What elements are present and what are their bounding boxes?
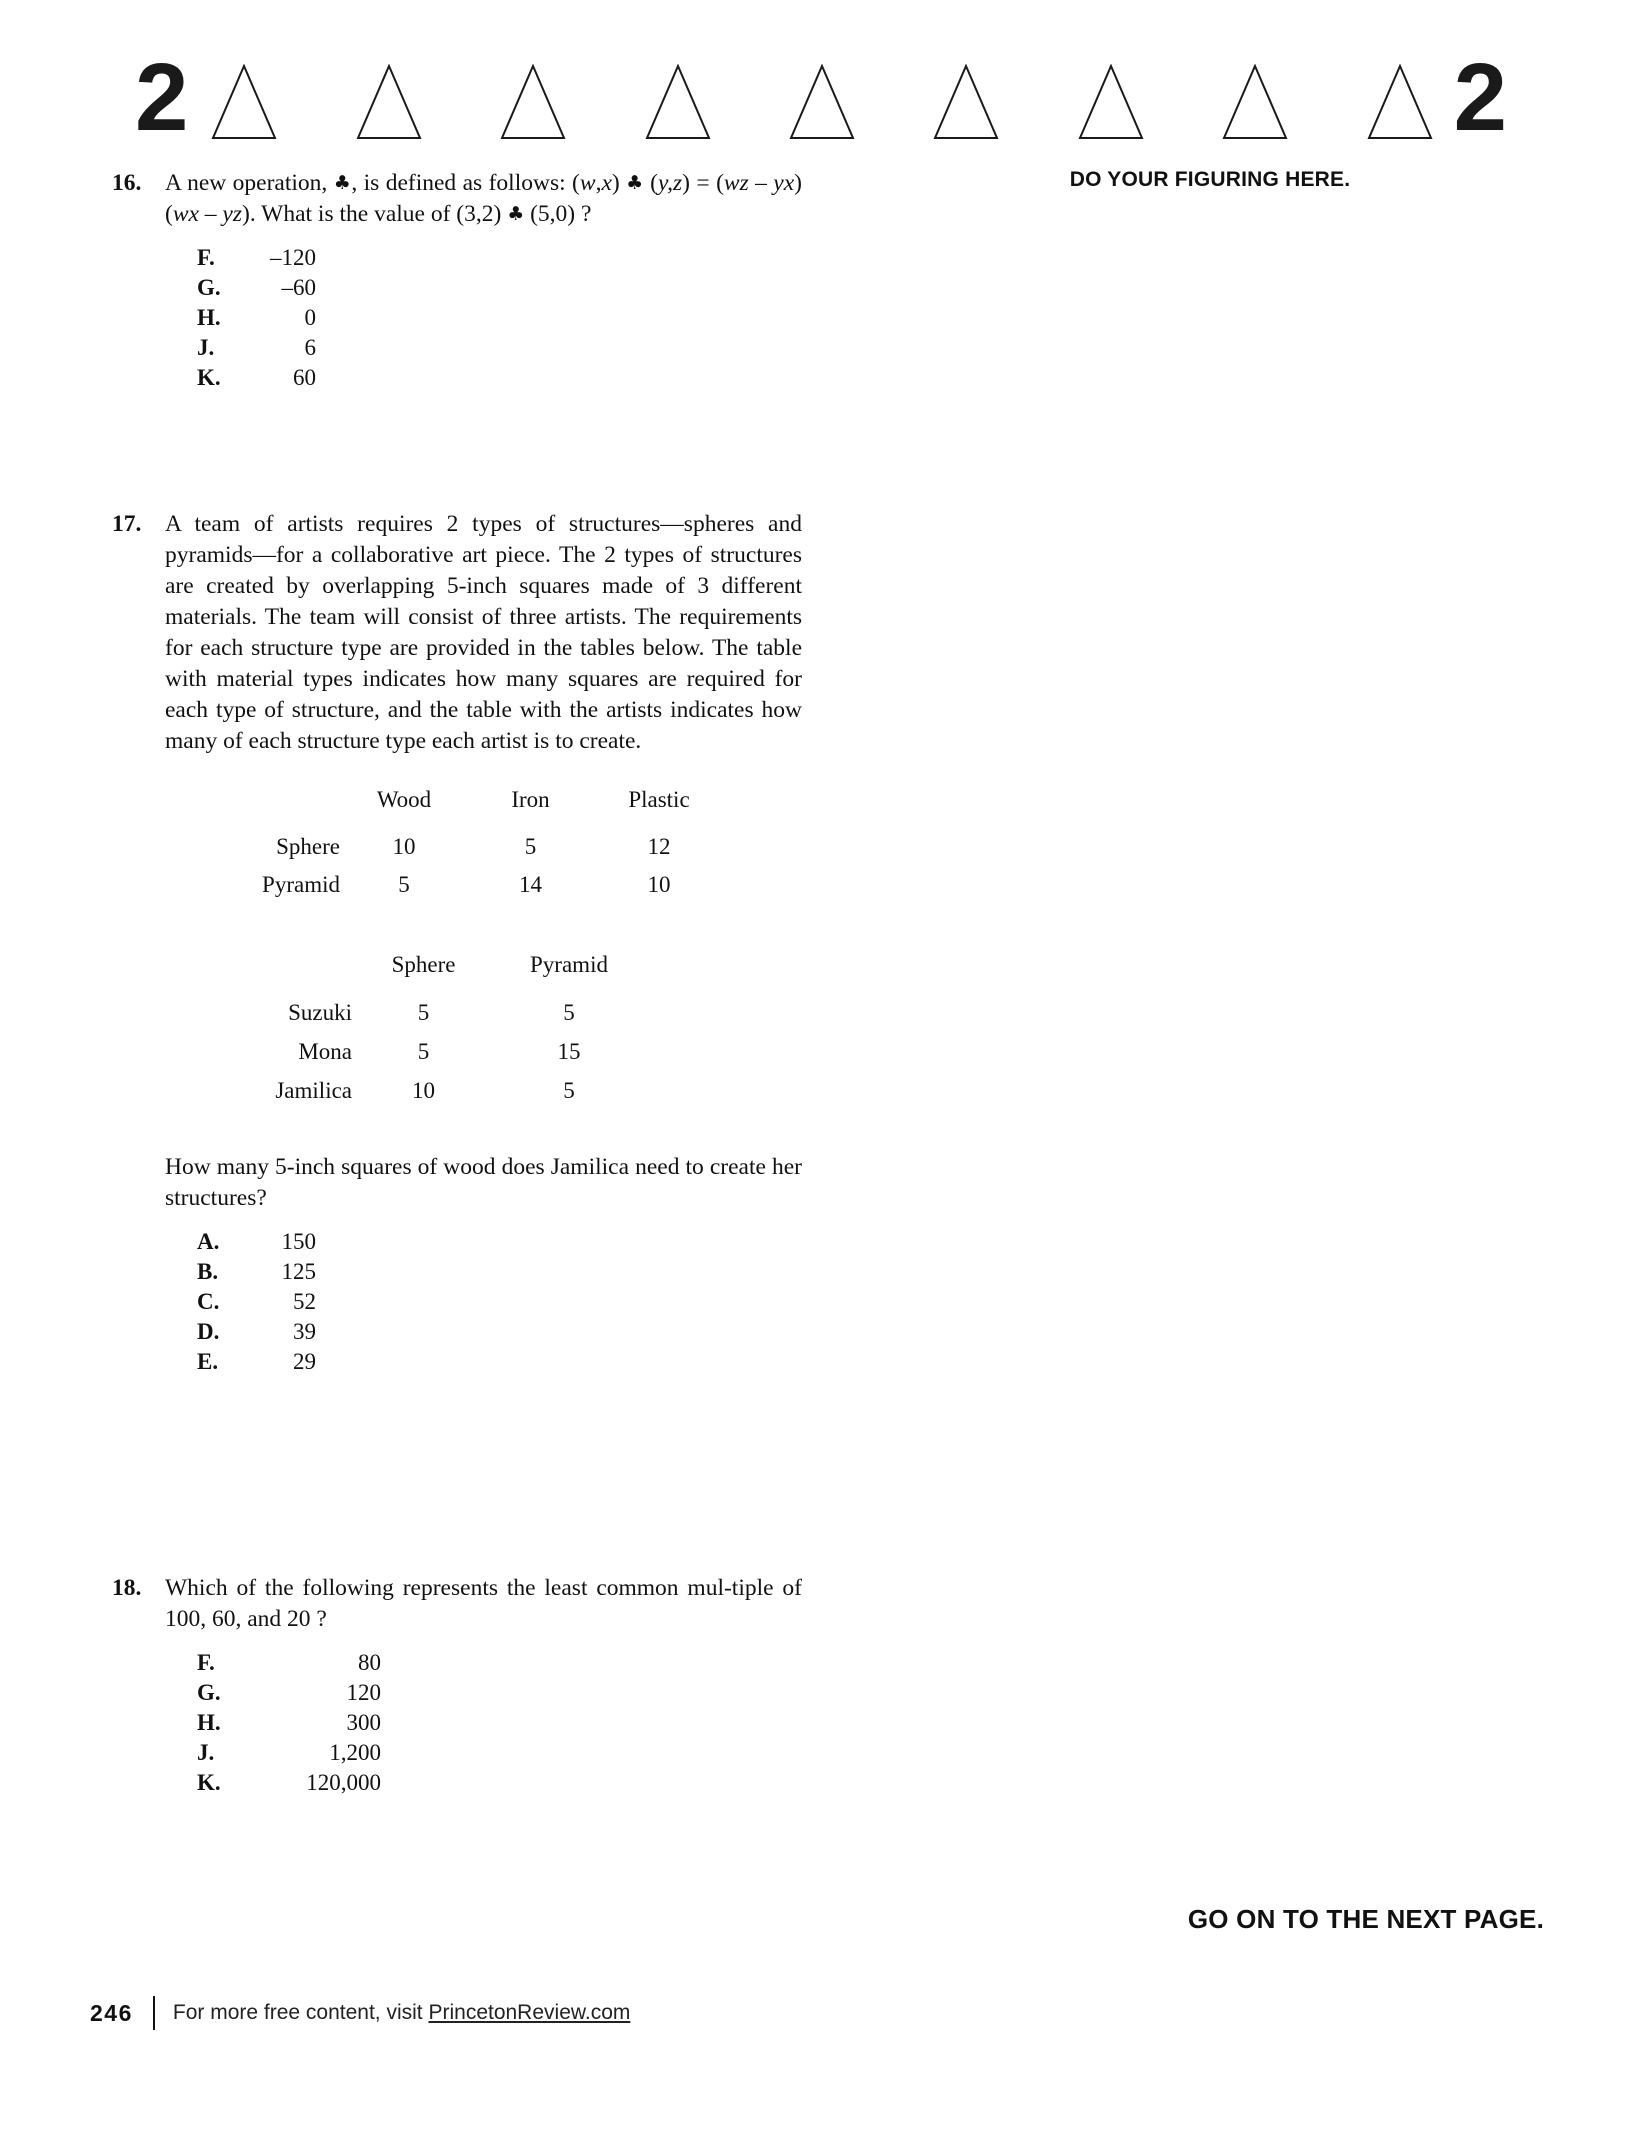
choice-letter: B. bbox=[197, 1259, 219, 1284]
question-16-number: 16. bbox=[112, 170, 142, 196]
q16-t2: , is defined as follows: ( bbox=[351, 170, 580, 196]
choice-value: 80 bbox=[358, 1650, 381, 1675]
figuring-heading: DO YOUR FIGURING HERE. bbox=[1069, 168, 1351, 191]
question-18-text: Which of the following represents the least common mul-tiple of 100, 60, and 20 ? bbox=[165, 1575, 802, 1632]
answer-choice[interactable] bbox=[197, 1347, 802, 1377]
choice-value: 39 bbox=[293, 1319, 316, 1344]
table-cell: 5 bbox=[417, 1000, 430, 1025]
table-cell: 10 bbox=[392, 834, 416, 859]
choice-value: –120 bbox=[270, 245, 316, 270]
choice-letter: G. bbox=[197, 1680, 221, 1705]
answer-choices-18 bbox=[165, 1648, 802, 1798]
artists-table bbox=[222, 950, 643, 1106]
choice-value: 52 bbox=[293, 1289, 316, 1314]
q16-t3: ) bbox=[611, 170, 627, 196]
q16-expr2: wx – yz bbox=[172, 201, 243, 227]
choice-letter: H. bbox=[197, 305, 221, 330]
answer-choice[interactable] bbox=[197, 1768, 802, 1798]
table-column-header: Pyramid bbox=[530, 952, 608, 977]
q16-var-z: z bbox=[672, 170, 683, 196]
choice-letter: J. bbox=[197, 335, 215, 360]
choice-letter: F. bbox=[197, 245, 215, 270]
club-suit-icon-3: ♣ bbox=[507, 203, 525, 225]
answer-choice[interactable] bbox=[197, 333, 802, 363]
table-row-header: Pyramid bbox=[262, 872, 340, 897]
triangle-icon bbox=[1221, 64, 1289, 140]
triangle-divider-row bbox=[186, 64, 1453, 142]
answer-choice[interactable] bbox=[197, 1257, 802, 1287]
table-cell: 5 bbox=[417, 1039, 430, 1064]
choice-value: 150 bbox=[281, 1229, 316, 1254]
answer-choice[interactable] bbox=[197, 1738, 802, 1768]
q16-var-w: w bbox=[579, 170, 596, 196]
section-number-left: 2 bbox=[135, 43, 187, 151]
q16-expr1: wz – yx bbox=[723, 170, 795, 196]
q16-t7: ). What is the value of (3,2) bbox=[242, 201, 508, 227]
question-17-number: 17. bbox=[112, 511, 142, 537]
table-row-header: Sphere bbox=[276, 834, 340, 859]
answer-choice[interactable] bbox=[197, 1227, 802, 1257]
page-footer bbox=[90, 1996, 630, 2030]
answer-choice[interactable] bbox=[197, 273, 802, 303]
triangle-icon bbox=[499, 64, 567, 140]
table-row-header: Suzuki bbox=[288, 1000, 352, 1025]
go-on-notice: GO ON TO THE NEXT PAGE. bbox=[1187, 1904, 1544, 1934]
table-row bbox=[190, 862, 725, 900]
table-column-header: Sphere bbox=[391, 952, 456, 977]
q16-t8: (5,0) ? bbox=[524, 201, 592, 227]
table-cell: 5 bbox=[563, 1078, 575, 1103]
answer-choice[interactable] bbox=[197, 1708, 802, 1738]
choice-letter: G. bbox=[197, 275, 221, 300]
table-cell: 15 bbox=[557, 1039, 581, 1064]
page-number: 246 bbox=[90, 1999, 133, 2026]
answer-choices-17 bbox=[165, 1227, 802, 1377]
choice-value: 300 bbox=[346, 1710, 381, 1735]
club-suit-icon-2: ♣ bbox=[626, 172, 644, 194]
table-column-header: Iron bbox=[511, 787, 550, 812]
footer-divider bbox=[153, 1996, 155, 2030]
section-number-right: 2 bbox=[1453, 43, 1505, 151]
figuring-column bbox=[880, 168, 1540, 192]
answer-choice[interactable] bbox=[197, 1287, 802, 1317]
question-column bbox=[112, 168, 802, 1798]
choice-letter: H. bbox=[197, 1710, 221, 1735]
choice-letter: J. bbox=[197, 1740, 215, 1765]
q16-t5: ) = ( bbox=[682, 170, 724, 196]
choice-letter: F. bbox=[197, 1650, 215, 1675]
choice-value: 0 bbox=[304, 305, 316, 330]
triangle-icon bbox=[210, 64, 278, 140]
table-cell: 5 bbox=[398, 872, 410, 897]
q16-t4: ( bbox=[643, 170, 658, 196]
answer-choice[interactable] bbox=[197, 243, 802, 273]
table-cell: 5 bbox=[524, 834, 537, 859]
triangle-icon bbox=[355, 64, 423, 140]
table-row-header: Mona bbox=[298, 1039, 352, 1064]
triangle-icon bbox=[788, 64, 856, 140]
answer-choice[interactable] bbox=[197, 1317, 802, 1347]
choice-value: 120 bbox=[346, 1680, 381, 1705]
choice-value: –60 bbox=[281, 275, 316, 300]
table-column-header: Plastic bbox=[628, 787, 690, 812]
question-18-number: 18. bbox=[112, 1575, 142, 1601]
princeton-review-link[interactable]: PrincetonReview.com bbox=[428, 2001, 631, 2024]
table-corner-cell bbox=[222, 950, 352, 989]
choice-value: 6 bbox=[304, 335, 316, 360]
choice-letter: K. bbox=[197, 1770, 221, 1795]
triangle-icon bbox=[644, 64, 712, 140]
footer-promo-text: For more free content, visit bbox=[172, 2001, 429, 2024]
answer-choice[interactable] bbox=[197, 363, 802, 393]
question-16 bbox=[112, 168, 802, 393]
table-row bbox=[222, 1067, 643, 1106]
question-17-text: A team of artists requires 2 types of structures—spheres and pyramids—for a collaborative art piece. The 2 types of structures are created by overlapping 5-inch squares made of 3 different materials. The team will consist of three artists. The requirements for each structure type are provided in the tables below. The table with material types indicates how many squares are required for each type of structure, and the table with the artists indicates how many of each structure type each artist is to create. bbox=[165, 511, 802, 754]
table-cell: 12 bbox=[647, 834, 671, 859]
q16-var-y: y, bbox=[657, 170, 673, 196]
choice-value: 1,200 bbox=[329, 1740, 381, 1765]
triangle-icon bbox=[932, 64, 1000, 140]
question-16-text: A new operation, ♣, is defined as follows: (w,x) ♣ (y,z) = (wz – yx)(wx – yz). What is the value of (3,2) ♣ (5,0) ? bbox=[165, 170, 802, 227]
choice-value: 120,000 bbox=[306, 1770, 381, 1795]
table-row bbox=[222, 1028, 643, 1067]
table-cell: 10 bbox=[647, 872, 671, 897]
table-cell: 10 bbox=[412, 1078, 435, 1103]
question-17-choices-wrap bbox=[112, 1227, 802, 1377]
answer-choices-16 bbox=[165, 243, 802, 393]
club-suit-icon: ♣ bbox=[333, 172, 352, 194]
materials-table bbox=[190, 785, 725, 900]
table-cell: 14 bbox=[519, 872, 542, 897]
q16-var-x: x bbox=[601, 170, 612, 196]
table-row-header: Jamilica bbox=[275, 1078, 352, 1103]
table-row bbox=[222, 989, 643, 1028]
choice-letter: K. bbox=[197, 365, 221, 390]
answer-choice[interactable] bbox=[197, 1648, 802, 1678]
table-corner-cell bbox=[190, 785, 340, 824]
choice-letter: D. bbox=[197, 1319, 220, 1344]
choice-letter: C. bbox=[197, 1289, 220, 1314]
choice-value: 60 bbox=[293, 365, 316, 390]
choice-letter: E. bbox=[197, 1349, 219, 1374]
q16-t6: )( bbox=[165, 170, 802, 227]
footer-promo bbox=[173, 2001, 631, 2025]
choice-value: 125 bbox=[281, 1259, 316, 1284]
triangle-icon bbox=[1077, 64, 1145, 140]
question-17 bbox=[112, 509, 802, 757]
triangle-icon bbox=[1366, 64, 1434, 140]
answer-choice[interactable] bbox=[197, 303, 802, 333]
choice-value: 29 bbox=[293, 1349, 316, 1374]
question-17-followup: How many 5-inch squares of wood does Jamilica need to create her structures? bbox=[165, 1154, 802, 1211]
section-header bbox=[135, 32, 1505, 151]
choice-letter: A. bbox=[197, 1229, 220, 1254]
table-column-header: Wood bbox=[376, 787, 432, 812]
table-row bbox=[190, 824, 725, 862]
table-cell: 5 bbox=[563, 1000, 575, 1025]
answer-choice[interactable] bbox=[197, 1678, 802, 1708]
question-18 bbox=[112, 1573, 802, 1798]
q16-t1: A new operation, bbox=[165, 170, 334, 196]
